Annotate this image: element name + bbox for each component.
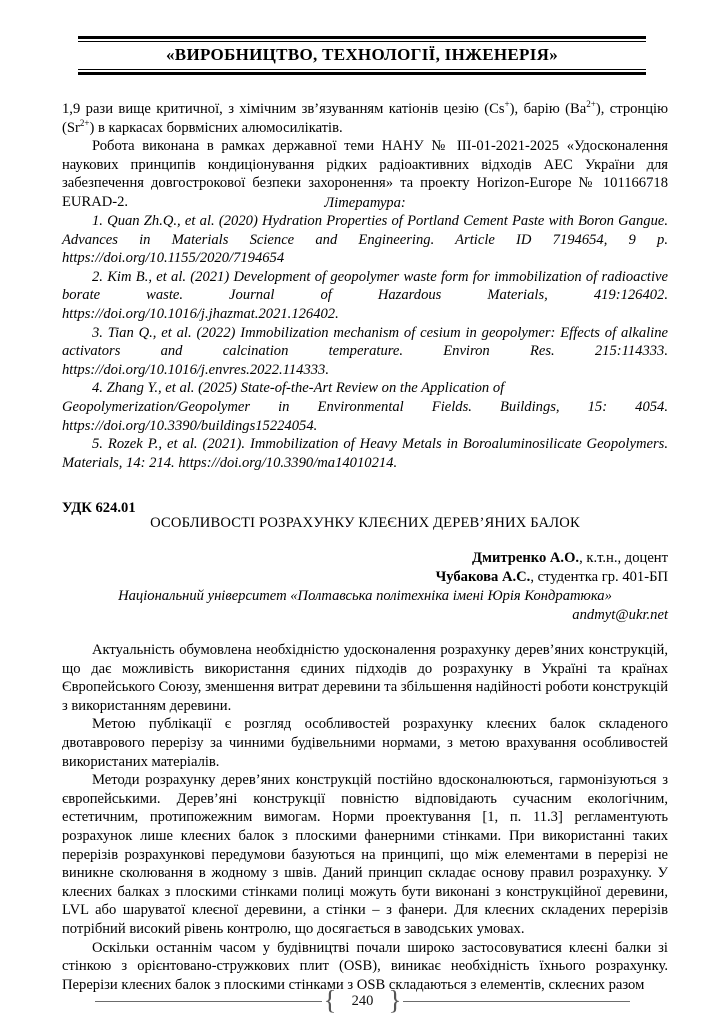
author-role: , студентка гр. 401-БП xyxy=(530,569,668,585)
running-header xyxy=(78,36,646,75)
footer-brace-left-icon: { xyxy=(323,985,337,1015)
reference-item: 3. Tian Q., et al. (2022) Immobilization mechanism of cesium in geopolymer: Effects of alkaline activators and calcination temperature. Environ Res. 215:114333. https://doi.org/10.1016/j.envres.2022.114333. xyxy=(62,324,668,378)
author-entry xyxy=(62,568,668,587)
contact-email: andmyt@ukr.net xyxy=(572,607,668,623)
superscript-sr: 2+ xyxy=(79,117,90,128)
body-paragraph: Методи розрахунку дерев’яних конструкцій постійно вдосконалюються, гармонізуються з європейськими. Дерев’яні конструкції повністю відповідають сучасним екологічним, естетичним, протипожежним вимогам. Норми проектування [1, п. 11.3] регламентують розрахунок лише клеєних балок з плоскими фанерними стінками. При використанні таких перерізів розрахункові передумови базуються на принципі, що між елементами в перерізі не виникне сколювання в жодному з швів. Даний принцип складає основу правил розрахунку. У клеєних балках з плоскими стінками полиці можуть бути виконані з конструкційної деревини, LVL або шаруватої клеєної деревини, а стінки – з фанери. Для клеєних складених перерізів потрібний високий рівень контролю, що досягається в заводських умовах. xyxy=(62,772,668,937)
superscript-cs: + xyxy=(504,99,510,110)
intro-text-part3: ), стронцію (Sr xyxy=(62,101,668,136)
affiliation: Національний університет «Полтавська політехніка імені Юрія Кондратюка» xyxy=(118,588,612,604)
reference-item: 5. Rozek P., et al. (2021). Immobilization of Heavy Metals in Boroaluminosilicate Geopolymers. Materials, 14: 214. https://doi.org/10.3390/ma14010214. xyxy=(62,436,668,471)
reference-item: 1. Quan Zh.Q., et al. (2020) Hydration Properties of Portland Cement Paste with Boron Gangue. Advances in Materials Science and Engineering. Article ID 7194654, 9 p. https://doi.org/10.1155/2020/7194654 xyxy=(62,213,668,267)
body-paragraph: Актуальність обумовлена необхідністю удосконалення розрахунку дерев’яних конструкцій, що дає можливість використання єдиних підходів до розрахунку в Україні та країнах Європейського Союзу, зменшення витрат деревини та збільшення надійності роботи конструкцій з використанням деревини. xyxy=(62,642,668,714)
intro-text-part4: ) в каркасах борвмісних алюмосилікатів. xyxy=(89,119,343,136)
reference-item: 4. Zhang Y., et al. (2025) State-of-the-Art Review on the Application of xyxy=(92,380,505,397)
author-name: Чубакова А.С. xyxy=(435,569,531,585)
footer-rule-right xyxy=(403,1001,630,1002)
intro-paragraph-continuation xyxy=(62,100,668,137)
author-role: , к.т.н., доцент xyxy=(579,550,668,566)
article-title-block xyxy=(62,515,668,532)
author-entry xyxy=(62,549,668,568)
references-heading-block xyxy=(62,194,668,213)
footer-brace-right-icon: } xyxy=(388,985,402,1015)
running-header-title: «ВИРОБНИЦТВО, ТЕХНОЛОГІЇ, ІНЖЕНЕРІЯ» xyxy=(166,45,558,64)
page-number: 240 xyxy=(351,993,374,1009)
author-name: Дмитренко А.О. xyxy=(471,550,580,566)
references-heading: Література: xyxy=(324,195,406,211)
article-title: ОСОБЛИВОСТІ РОЗРАХУНКУ КЛЕЄНИХ ДЕРЕВ’ЯНИХ БАЛОК xyxy=(150,515,580,531)
body-paragraph: Оскільки останнім часом у будівництві почали широко застосовуватися клеєні балки зі стінкою з орієнтовано-стружкових плит (OSB), виникає необхідність їхнього розрахунку. Перерізи клеєних балок з плоскими стінками з OSB складаються з елементів, склеєних разом xyxy=(62,939,668,993)
udc-code: УДК 624.01 xyxy=(62,500,136,516)
footer-rule-left xyxy=(95,1001,322,1002)
intro-text-part1: 1,9 рази вище критичної, з хімічним зв’язуванням катіонів цезію (Cs xyxy=(62,101,505,117)
body-paragraph: Метою публікації є розгляд особливостей розрахунку клеєних балок складеного двотаврового перерізу за чинними будівельними нормами, з метою врахування особливостей використаних матеріалів. xyxy=(62,716,668,770)
reference-item-continuation: Geopolymerization/Geopolymer in Environmental Fields. Buildings, 15: 4054. https://doi.org/10.3390/buildings15224054. xyxy=(62,398,668,434)
article-body xyxy=(62,641,668,994)
page-footer xyxy=(95,985,630,1015)
intro-text-part2: ), барію (Ba xyxy=(509,101,587,117)
header-rule-bottom-thick xyxy=(78,72,646,75)
superscript-ba: 2+ xyxy=(586,99,596,110)
funding-paragraph: Робота виконана в рамках державної теми НАНУ № ІІІ-01-2021-2025 «Удосконалення наукових принципів кондиціонування рідких радіоактивних відходів АЕС України для забезпечення довгострокової безпеки захоронення» та проекту Horizon-Europe № 101166718 EURAD-2. xyxy=(62,138,668,210)
references-list xyxy=(62,212,668,472)
reference-item: 2. Kim B., et al. (2021) Development of geopolymer waste form for immobilization of radioactive borate waste. Journal of Hazardous Materials, 419:126402. https://doi.org/10.1016/j.jhazmat.2021.126402. xyxy=(62,268,668,322)
authors-block xyxy=(62,549,668,625)
